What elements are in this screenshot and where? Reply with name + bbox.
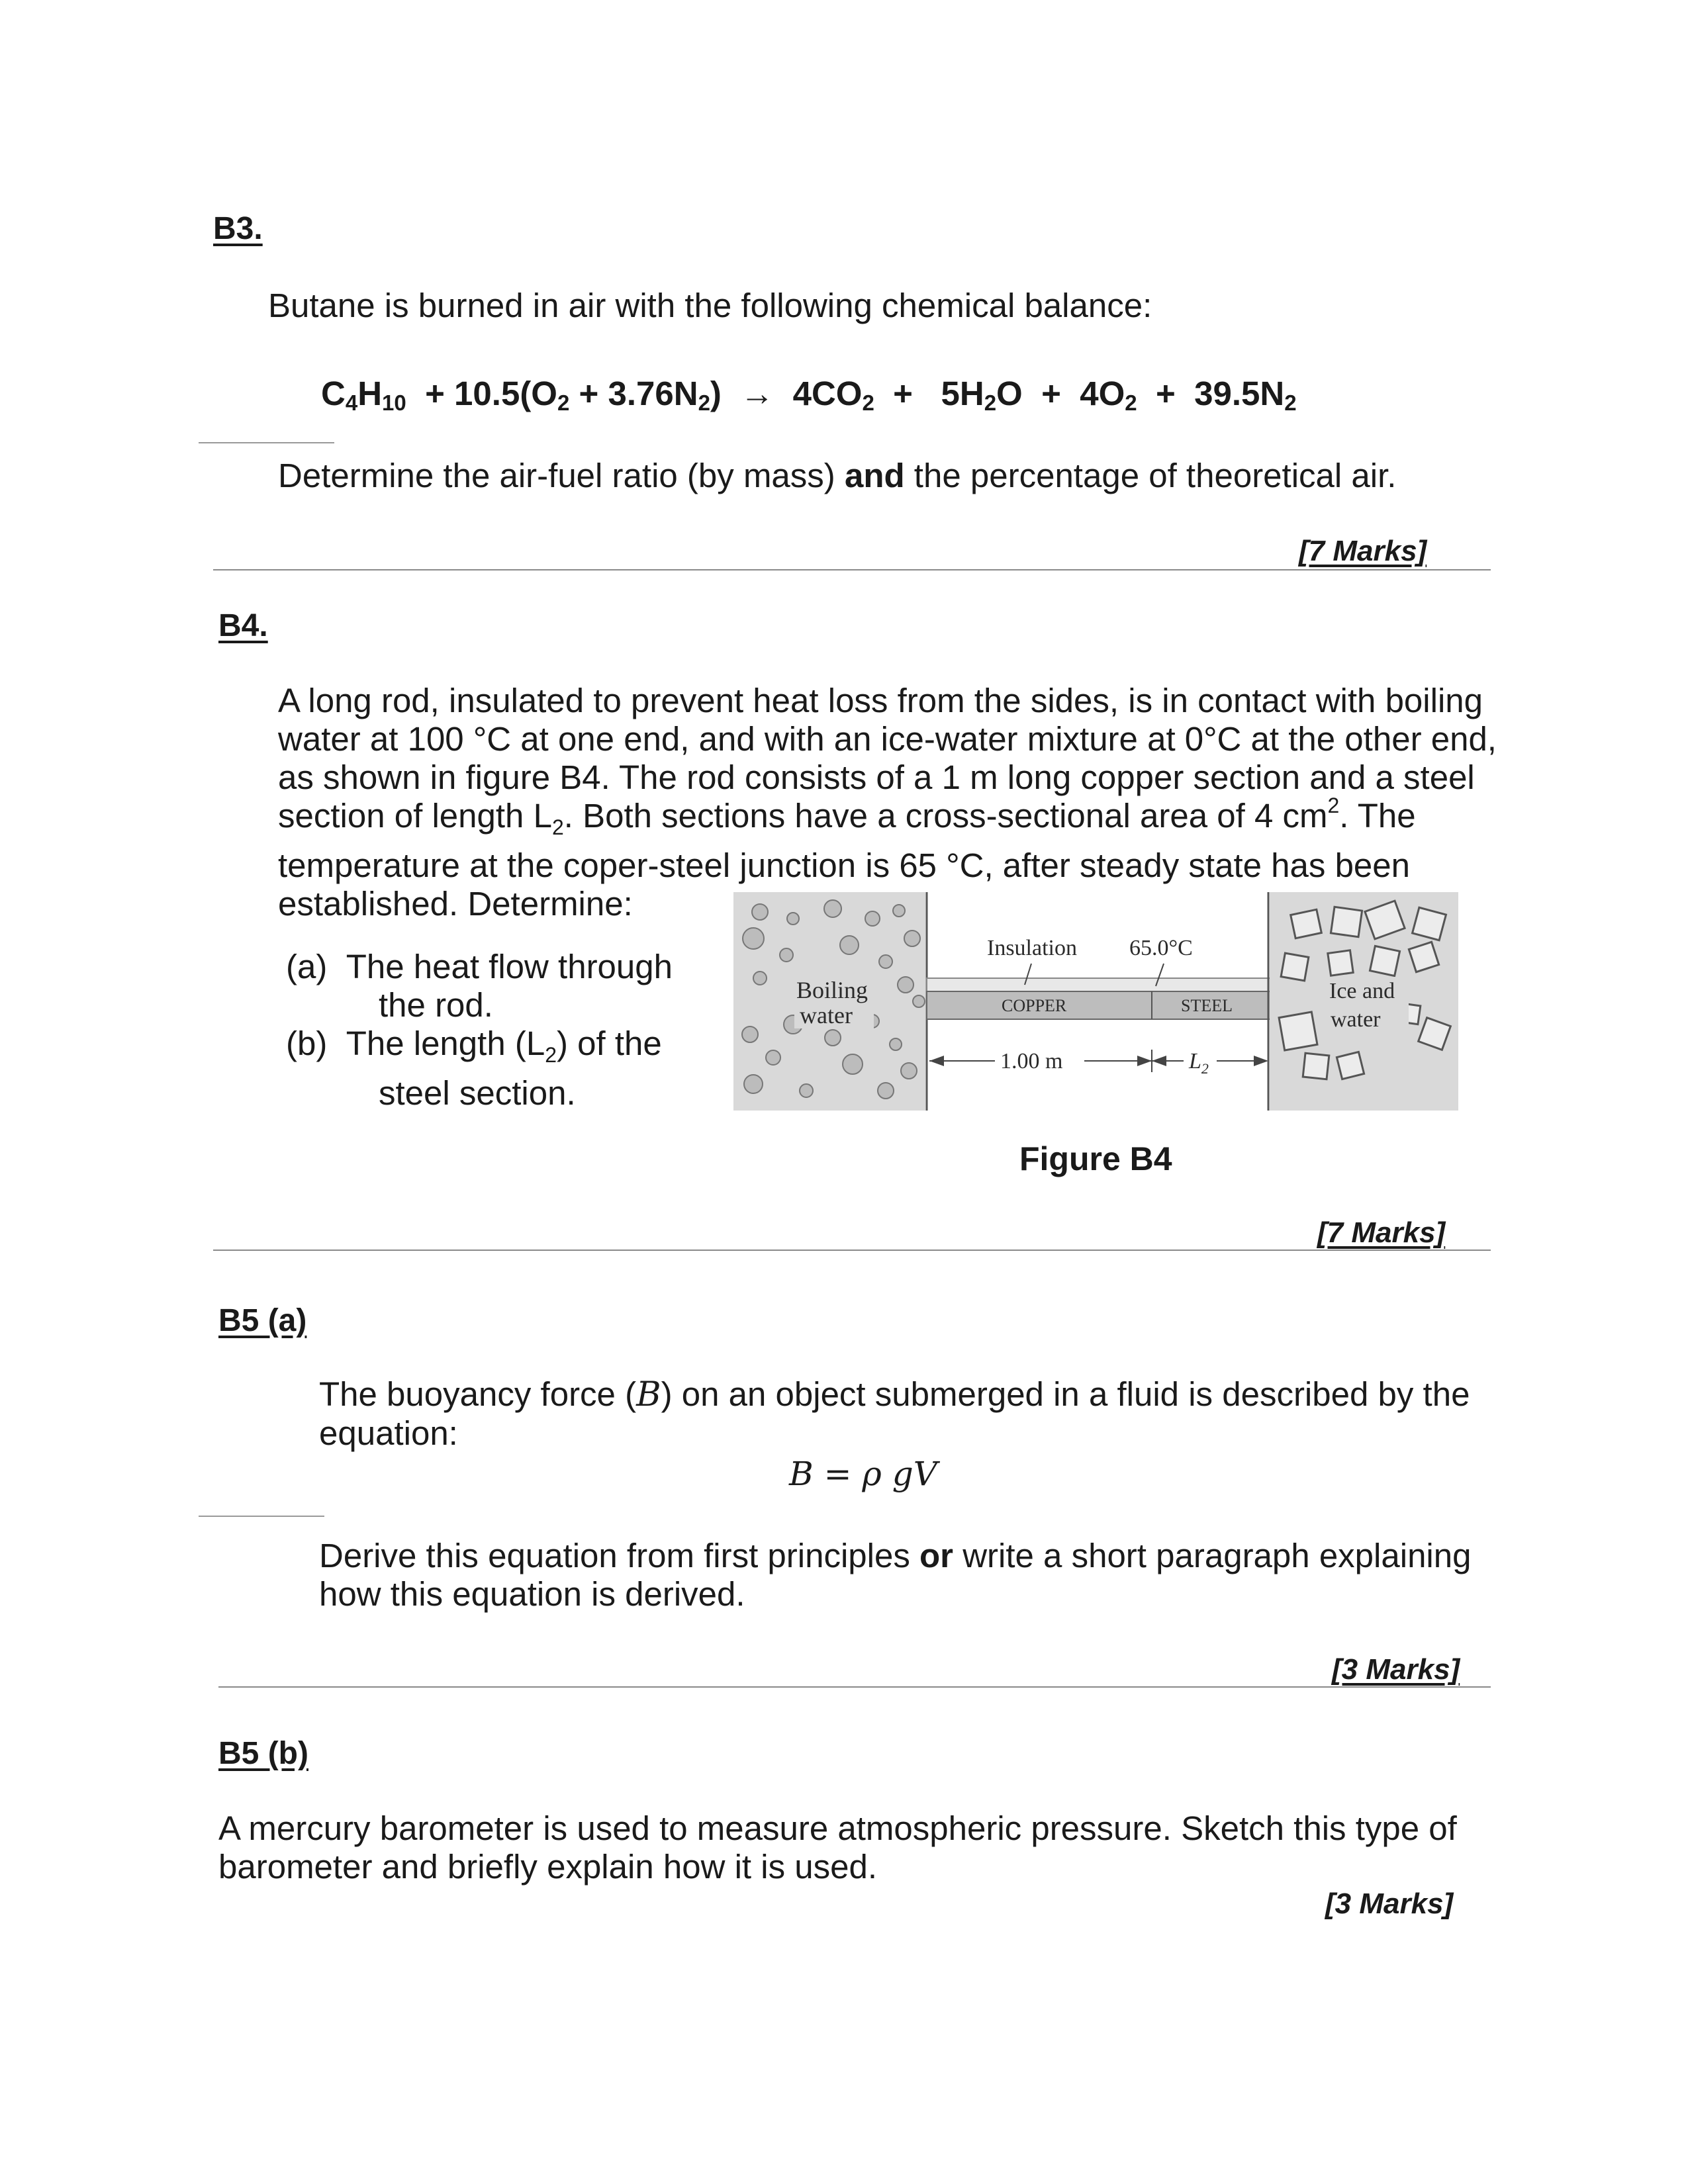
b5a-marks: [3 Marks] <box>1332 1653 1460 1686</box>
label-copper: COPPER <box>1002 996 1067 1015</box>
label-ice-water: water <box>1331 1007 1381 1032</box>
b4-item-b: (b) The length $(L_2)$ of the steel section. <box>286 1024 662 1113</box>
b5a-divider <box>218 1686 1491 1688</box>
buoyancy-formula: B = ρ gV <box>789 1455 937 1493</box>
label-boiling: Boiling <box>796 977 868 1003</box>
b5b-paragraph: A mercury barometer is used to measure atmospheric pressure. Sketch this type of barometer and briefly explain how it is used. <box>218 1809 1457 1886</box>
b5b-heading: B5 (b) <box>218 1736 308 1771</box>
b3-chemical-equation: $C_4H_{10} + 10.5(O_2 + 3.76N_2) \to 4CO_2$ + $5H_2O + 4O_2 + 39.5N_2$ <box>321 375 1297 415</box>
figure-b4-diagram <box>733 892 1458 1111</box>
b4-item-a: (a) The heat flow through the rod. <box>286 948 673 1024</box>
label-steel: STEEL <box>1181 996 1233 1015</box>
b3-intro: Butane is burned in air with the following chemical balance: <box>268 287 1152 324</box>
b5a-paragraph: The buoyancy force (B) on an object submerged in a fluid is described by the equation: <box>319 1375 1470 1452</box>
b4-heading: B4. <box>218 608 268 643</box>
b5a-task: Derive this equation from first principles or write a short paragraph explaining how this equation is derived. <box>319 1537 1472 1613</box>
label-copper-length: 1.00 m <box>1000 1049 1063 1073</box>
label-junction-temp: 65.0°C <box>1129 936 1193 960</box>
b3-short-divider <box>199 442 334 443</box>
b3-task: Determine the air-fuel ratio (by mass) and the percentage of theoretical air. <box>278 457 1397 494</box>
b3-divider <box>213 569 1491 570</box>
figure-b4-caption: Figure B4 <box>1019 1140 1172 1177</box>
label-steel-length: $L_2$ <box>1189 1049 1209 1077</box>
b5b-marks: [3 Marks] <box>1325 1888 1454 1920</box>
b4-paragraph: A long rod, insulated to prevent heat loss from the sides, is in contact with boiling water at 100 °C at one end, and with an ice-water mixture at 0°C at the other end, as shown in figure B4. The rod consists of a 1 m long copper section and a steel section of length $L_2$. Both sections have a cross-sectional area of 4 $cm^2$. The temperature at the coper-steel junction is 65 °C, after steady state has been established. Determine: <box>278 682 1497 923</box>
label-ice: Ice and <box>1329 979 1395 1003</box>
b5a-heading: B5 (a) <box>218 1303 307 1338</box>
label-insulation: Insulation <box>987 936 1077 960</box>
b4-divider <box>213 1250 1491 1251</box>
b3-heading: B3. <box>213 211 263 246</box>
b5a-short-divider <box>199 1516 324 1517</box>
b4-marks: [7 Marks] <box>1317 1216 1446 1249</box>
b3-marks: [7 Marks] <box>1299 535 1427 567</box>
reaction-arrow-icon: → <box>740 375 774 412</box>
label-boiling-water: water <box>800 1002 853 1028</box>
